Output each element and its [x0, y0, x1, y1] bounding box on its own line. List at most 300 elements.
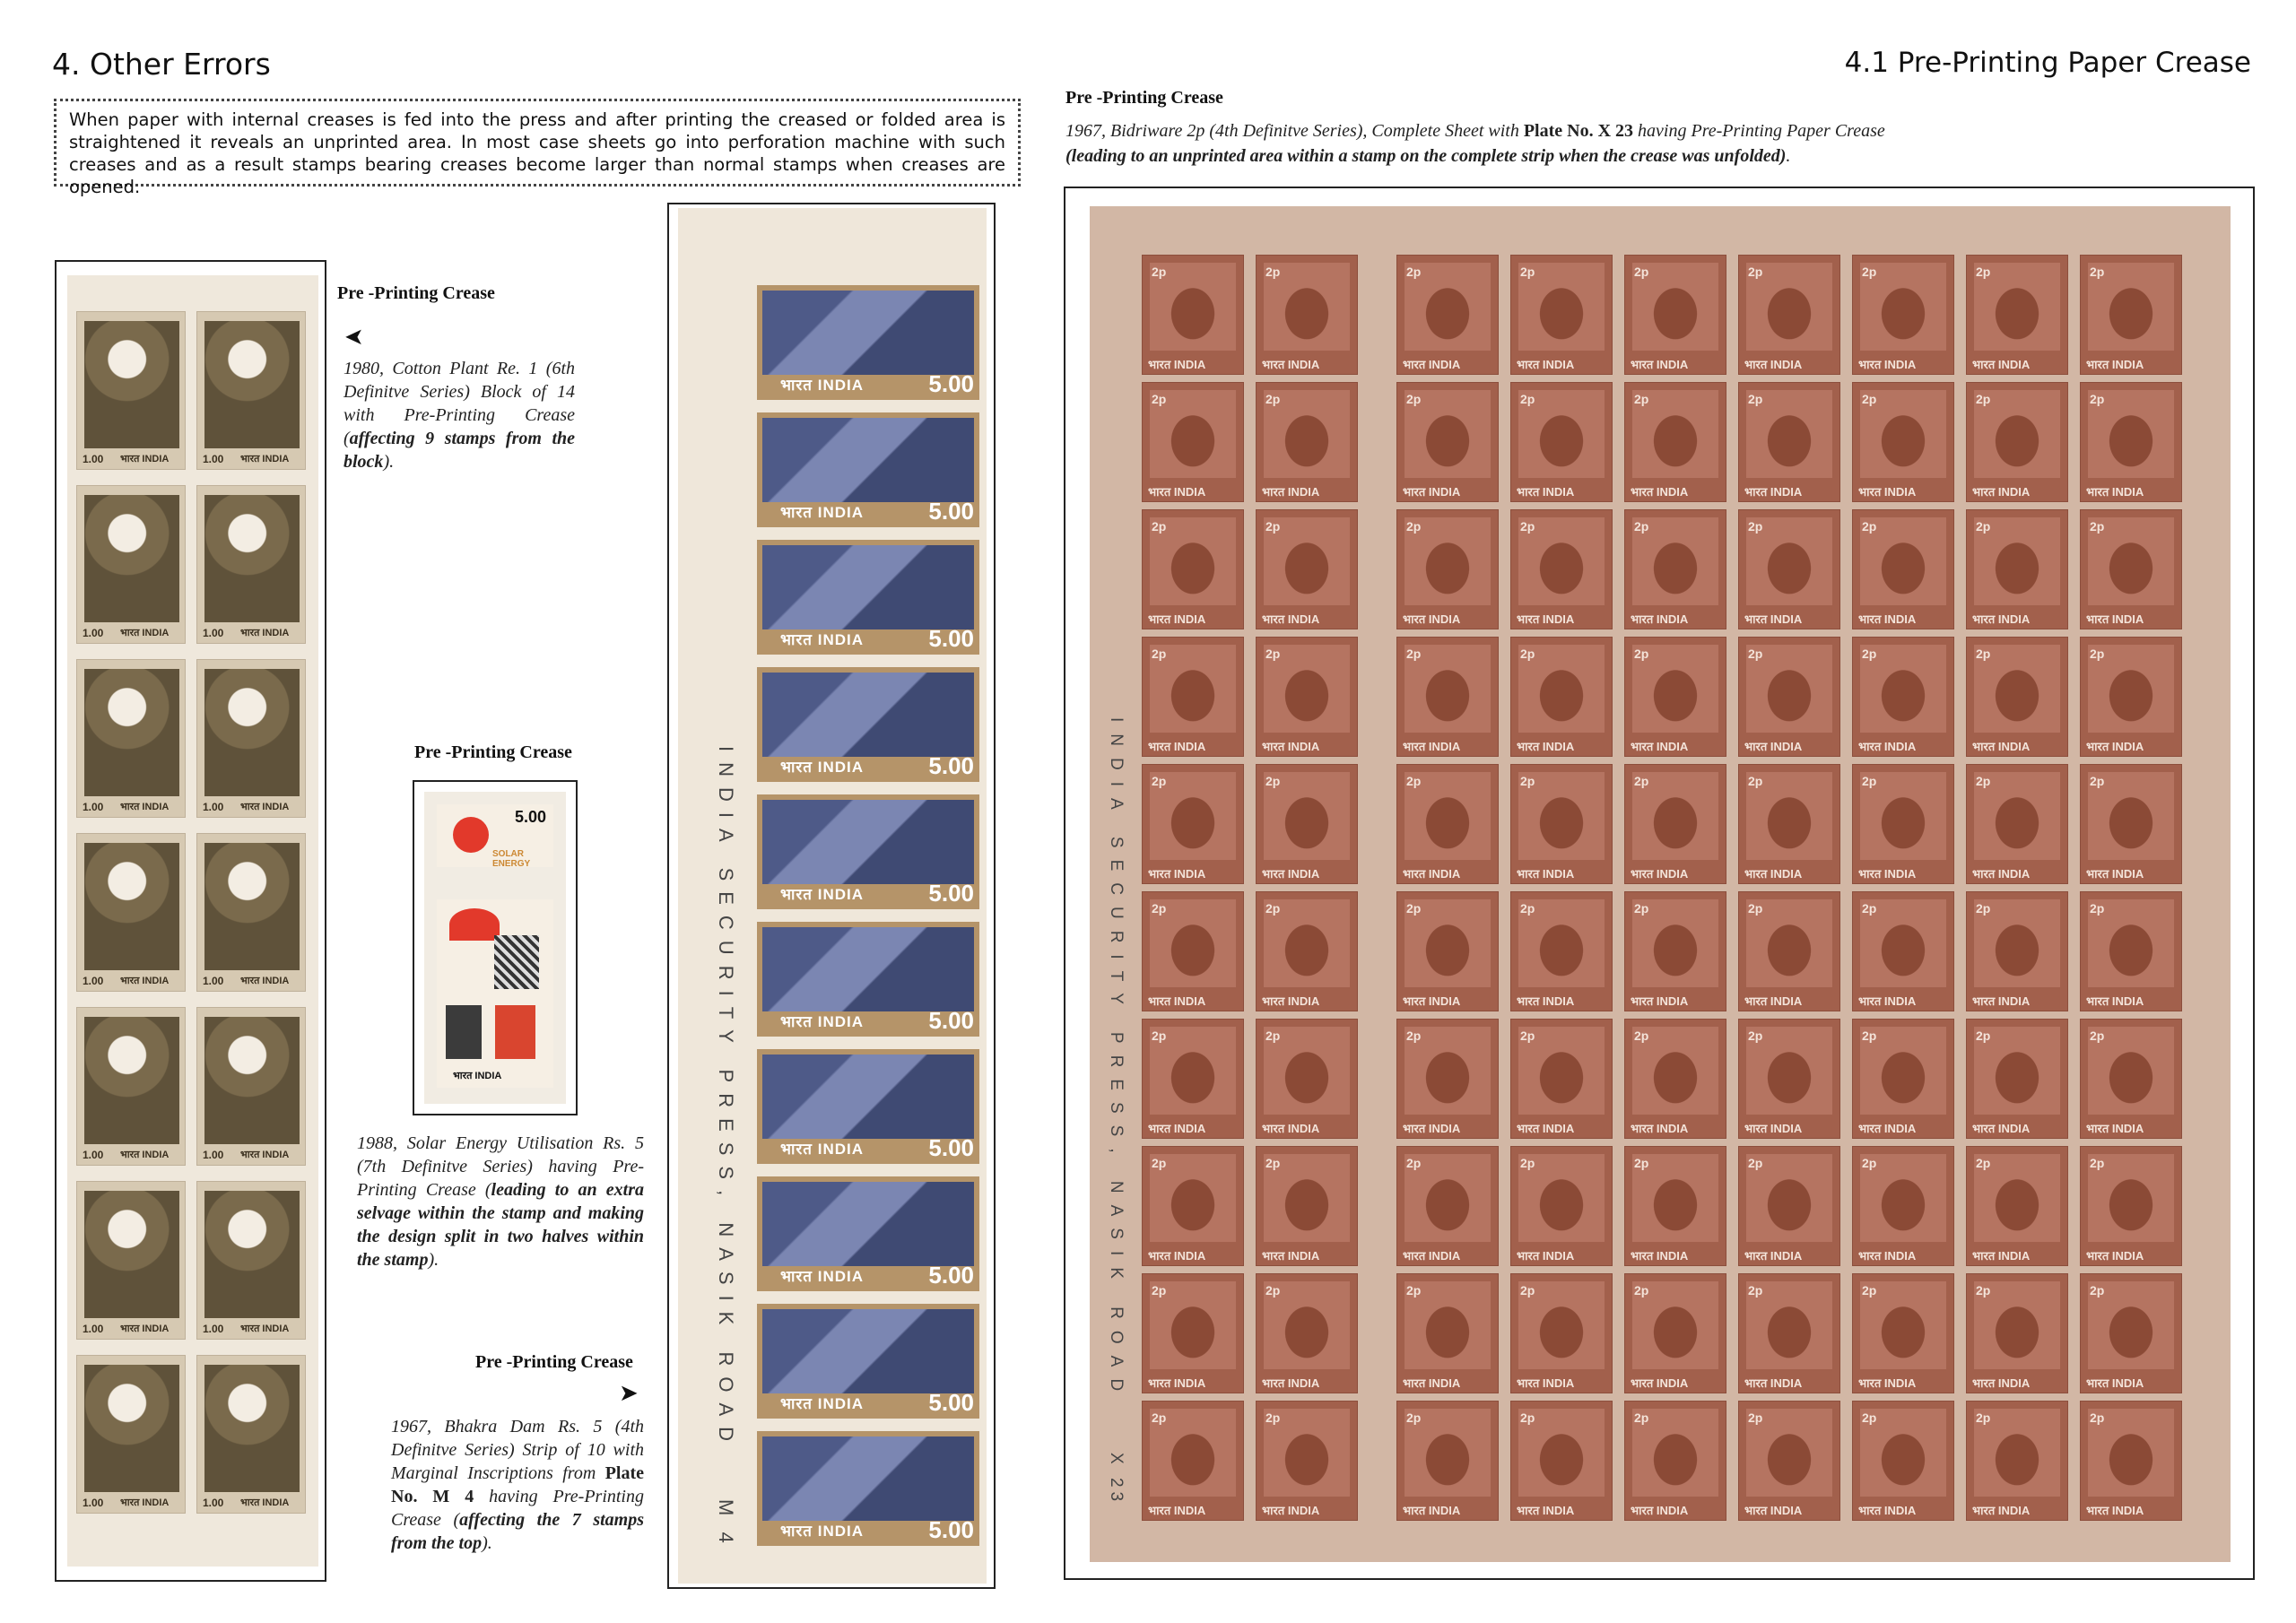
dam-icon	[762, 291, 974, 375]
bhakra-stamp	[757, 1431, 979, 1546]
stamp-country: भारत INDIA	[1148, 740, 1206, 753]
stamp-country: भारत INDIA	[1517, 358, 1575, 371]
bidri-sheet-frame	[1064, 187, 2255, 1580]
stamp-value: 5.00	[928, 1007, 974, 1034]
stamp-country: भारत INDIA	[1517, 1504, 1575, 1517]
stamp-country: भारत INDIA	[1148, 358, 1206, 371]
stamp-value: 2p	[1406, 1156, 1422, 1170]
bidri-stamp	[1624, 637, 1726, 757]
stamp-value: 2p	[2090, 1283, 2105, 1298]
stamp-value: 1.00	[83, 801, 104, 813]
bhakra-caption: 1967, Bhakra Dam Rs. 5 (4th Definitve Series) Strip of 10 with Marginal Inscriptions from Plate No. M 4 having Pre-Printing Crease (affecting the 7 stamps from the top).	[391, 1417, 645, 1553]
bidri-stamp	[1966, 1401, 2068, 1521]
stamp-value: 2p	[1976, 1410, 1991, 1425]
bhakra-stamp	[757, 667, 979, 782]
stamp-country: भारत INDIA	[1858, 1249, 1917, 1263]
cotton-stamp	[76, 659, 186, 818]
stamp-value: 2p	[1265, 392, 1281, 406]
cotton-stamp	[196, 311, 306, 470]
cotton-plant-icon	[84, 843, 179, 970]
stamp-value: 2p	[1265, 265, 1281, 279]
stamp-country: भारत INDIA	[2086, 1504, 2144, 1517]
stamp-value: 2p	[2090, 901, 2105, 916]
stamp-value: 1.00	[203, 1497, 224, 1509]
stamp-value: 2p	[1265, 1283, 1281, 1298]
stamp-country: भारत INDIA	[1262, 1376, 1320, 1390]
stamp-country: भारत INDIA	[120, 976, 170, 986]
stamp-value: 5.00	[928, 370, 974, 397]
stamp-country: भारत INDIA	[1744, 1504, 1803, 1517]
stamp-value: 2p	[1152, 1283, 1167, 1298]
stamp-value: 1.00	[83, 453, 104, 465]
stamp-value: 2p	[1634, 392, 1649, 406]
bidri-stamp	[1142, 1019, 1244, 1139]
stamp-value: 2p	[1152, 519, 1167, 534]
bidri-stamp	[2080, 764, 2182, 884]
stamp-country: भारत INDIA	[1148, 1376, 1206, 1390]
stamp-value: 2p	[1520, 647, 1535, 661]
stamp-country: भारत INDIA	[1262, 485, 1320, 499]
bidri-stamp	[1510, 255, 1613, 375]
stamp-country: भारत INDIA	[1262, 1249, 1320, 1263]
stamp-value: 5.00	[928, 1262, 974, 1289]
stamp-country: भारत INDIA	[1148, 867, 1206, 881]
stamp-value: 2p	[1152, 901, 1167, 916]
stamp-value: 2p	[1862, 519, 1877, 534]
stamp-value: 2p	[1976, 774, 1991, 788]
stamp-value: 2p	[1152, 265, 1167, 279]
stamp-country: भारत INDIA	[1403, 994, 1461, 1008]
bidri-stamp	[1142, 509, 1244, 629]
stamp-country: भारत INDIA	[1403, 1376, 1461, 1390]
stamp-value: 2p	[1520, 265, 1535, 279]
stamp-value: 2p	[1976, 519, 1991, 534]
cotton-plant-icon	[84, 1365, 179, 1492]
stamp-value: 2p	[1748, 519, 1763, 534]
stamp-country: भारत INDIA	[1262, 358, 1320, 371]
stamp-value: 1.00	[203, 1323, 224, 1335]
left-arrow-icon: ➤	[344, 323, 364, 350]
stamp-value: 2p	[1265, 1028, 1281, 1043]
bidri-stamp	[1142, 1146, 1244, 1266]
stamp-value: 2p	[1520, 901, 1535, 916]
stamp-value: 2p	[1265, 1410, 1281, 1425]
stamp-country: भारत INDIA	[1262, 1122, 1320, 1135]
bidri-stamp	[1510, 1401, 1613, 1521]
cotton-plant-icon	[204, 843, 300, 970]
stamp-country: भारत INDIA	[1858, 867, 1917, 881]
cotton-stamp	[76, 1007, 186, 1166]
bidri-stamp	[1256, 1146, 1358, 1266]
bidri-stamp	[1142, 255, 1244, 375]
bidri-stamp	[1396, 1146, 1499, 1266]
solar-stamp-top	[437, 804, 553, 867]
bidri-stamp	[1624, 1019, 1726, 1139]
stamp-country: भारत INDIA	[1744, 994, 1803, 1008]
stamp-value: 2p	[1406, 1410, 1422, 1425]
stamp-country: भारत INDIA	[1858, 485, 1917, 499]
cotton-stamp	[196, 485, 306, 644]
stamp-value: 2p	[1862, 901, 1877, 916]
stamp-country: भारत INDIA	[1972, 1376, 2031, 1390]
bhakra-margin-inscription: INDIA SECURITY PRESS, NASIK ROAD	[715, 746, 737, 1453]
stamp-value: 2p	[2090, 1028, 2105, 1043]
stamp-country: भारत INDIA	[1148, 1249, 1206, 1263]
stamp-value: 2p	[2090, 265, 2105, 279]
bidri-stamp	[1966, 1019, 2068, 1139]
stamp-value: 5.00	[928, 1516, 974, 1543]
bhakra-stamp	[757, 285, 979, 400]
stamp-country: भारत INDIA	[1517, 1249, 1575, 1263]
stamp-country: भारत INDIA	[1517, 485, 1575, 499]
bidri-stamp	[1624, 891, 1726, 1011]
stamp-country: भारत INDIA	[1744, 1122, 1803, 1135]
bidri-stamp	[1624, 382, 1726, 502]
bhakra-stamp	[757, 922, 979, 1037]
bidri-stamp	[1510, 764, 1613, 884]
bidri-stamp	[1738, 255, 1840, 375]
bidri-stamp	[1510, 1019, 1613, 1139]
stamp-country: भारत INDIA	[1517, 612, 1575, 626]
stamp-value: 2p	[1406, 519, 1422, 534]
stamp-value: 1.00	[83, 975, 104, 987]
bidri-stamp	[1852, 382, 1954, 502]
stamp-value: 5.00	[928, 498, 974, 525]
stamp-value: 2p	[1748, 774, 1763, 788]
stamp-country: भारत INDIA	[780, 1268, 864, 1285]
stamp-value: 2p	[1406, 647, 1422, 661]
cotton-stamp	[196, 1181, 306, 1340]
bidri-stamp	[2080, 382, 2182, 502]
stamp-value: 2p	[1152, 1156, 1167, 1170]
stamp-country: भारत INDIA	[2086, 612, 2144, 626]
stamp-country: भारत INDIA	[120, 1497, 170, 1508]
stamp-value: 1.00	[203, 801, 224, 813]
bidri-stamp	[1624, 255, 1726, 375]
stamp-country: भारत INDIA	[1403, 358, 1461, 371]
dam-icon	[762, 673, 974, 757]
bhakra-stamp	[757, 794, 979, 909]
stamp-value: 2p	[1976, 647, 1991, 661]
stamp-value: 2p	[1976, 392, 1991, 406]
stamp-country: भारत INDIA	[240, 1150, 290, 1160]
stamp-country: भारत INDIA	[120, 1324, 170, 1334]
stamp-value: 2p	[1152, 1028, 1167, 1043]
bidri-stamp	[1738, 1146, 1840, 1266]
bidri-plate-number: X 23	[1107, 1453, 1126, 1506]
bidri-stamp	[2080, 1273, 2182, 1393]
stamp-value: 2p	[1862, 265, 1877, 279]
bidri-stamp	[1966, 637, 2068, 757]
stamp-country: भारत INDIA	[240, 802, 290, 812]
stamp-value: 1.00	[83, 627, 104, 639]
stamp-country: भारत INDIA	[1972, 740, 2031, 753]
stamp-country: भारत INDIA	[1403, 867, 1461, 881]
stamp-country: भारत INDIA	[1858, 740, 1917, 753]
stamp-country: भारत INDIA	[1858, 612, 1917, 626]
stamp-value: 2p	[1976, 1028, 1991, 1043]
stamp-value: 2p	[1748, 647, 1763, 661]
bidri-stamp	[1256, 1401, 1358, 1521]
bidri-stamp	[1852, 255, 1954, 375]
bidri-stamp	[2080, 637, 2182, 757]
bidri-stamp	[1738, 891, 1840, 1011]
stamp-country: भारत INDIA	[1148, 612, 1206, 626]
stamp-value: 2p	[1520, 774, 1535, 788]
bhakra-stamp	[757, 1176, 979, 1291]
stamp-country: भारत INDIA	[1631, 485, 1689, 499]
stamp-value: 2p	[1520, 1028, 1535, 1043]
stamp-value: 1.00	[83, 1149, 104, 1161]
bidri-stamp	[1142, 1273, 1244, 1393]
bidri-stamp	[2080, 509, 2182, 629]
bidri-stamp	[1510, 1146, 1613, 1266]
stamp-country: भारत INDIA	[780, 1395, 864, 1412]
stamp-country: भारत INDIA	[1972, 1122, 2031, 1135]
solar-panel-icon	[494, 935, 539, 989]
stamp-country: भारत INDIA	[120, 1150, 170, 1160]
stamp-value: 2p	[1406, 1028, 1422, 1043]
stamp-country: भारत INDIA	[1631, 1249, 1689, 1263]
cotton-stamp	[76, 311, 186, 470]
bidri-heading: Pre -Printing Crease	[1065, 88, 1223, 108]
stamp-value: 5.00	[928, 880, 974, 907]
bhakra-stamp	[757, 412, 979, 527]
bidri-stamp	[2080, 1019, 2182, 1139]
bidri-stamp	[1966, 382, 2068, 502]
stamp-value: 2p	[1862, 1283, 1877, 1298]
stamp-country: भारत INDIA	[2086, 1122, 2144, 1135]
stamp-country: भारत INDIA	[1858, 1376, 1917, 1390]
stamp-country: भारत INDIA	[780, 886, 864, 903]
stamp-country: भारत INDIA	[1972, 1249, 2031, 1263]
bidri-stamp	[2080, 1401, 2182, 1521]
stamp-country: भारत INDIA	[1972, 1504, 2031, 1517]
cotton-plant-icon	[84, 669, 179, 796]
stamp-value: 2p	[1634, 774, 1649, 788]
stamp-country: भारत INDIA	[2086, 1249, 2144, 1263]
stamp-value: 1.00	[203, 975, 224, 987]
bidri-stamp	[1142, 891, 1244, 1011]
stamp-value: 2p	[1265, 774, 1281, 788]
stamp-country: भारत INDIA	[1403, 1249, 1461, 1263]
stamp-value: 2p	[1152, 647, 1167, 661]
cotton-stamp	[196, 1355, 306, 1514]
stamp-value: 2p	[1862, 774, 1877, 788]
stamp-country: भारत INDIA	[1262, 867, 1320, 881]
sun-icon	[453, 817, 489, 853]
stamp-value: 2p	[2090, 392, 2105, 406]
cotton-block-frame	[55, 260, 326, 1582]
bidri-stamp	[1624, 1146, 1726, 1266]
cotton-plant-icon	[84, 1017, 179, 1144]
bidri-stamp	[1142, 382, 1244, 502]
stamp-value: 2p	[1152, 774, 1167, 788]
cotton-stamp	[76, 1181, 186, 1340]
stamp-country: भारत INDIA	[1858, 1122, 1917, 1135]
solar-heading: Pre -Printing Crease	[414, 742, 572, 762]
bidri-stamp	[1966, 1146, 2068, 1266]
bidri-margin-inscription: INDIA SECURITY PRESS, NASIK ROAD	[1107, 717, 1126, 1403]
stamp-value: 1.00	[203, 627, 224, 639]
stamp-country: भारत INDIA	[1148, 485, 1206, 499]
bidri-stamp	[1256, 891, 1358, 1011]
stamp-country: भारत INDIA	[2086, 867, 2144, 881]
cotton-block	[67, 275, 318, 1567]
stamp-value: 2p	[1634, 1028, 1649, 1043]
stamp-country: भारत INDIA	[780, 1013, 864, 1030]
cotton-plant-icon	[204, 495, 300, 622]
stamp-country: भारत INDIA	[1403, 612, 1461, 626]
solar-stamp-bottom	[437, 899, 553, 1088]
bidri-stamp	[1396, 637, 1499, 757]
cotton-stamp	[76, 1355, 186, 1514]
stamp-country: भारत INDIA	[1262, 612, 1320, 626]
stamp-country: भारत INDIA	[2086, 994, 2144, 1008]
bidri-stamp	[2080, 891, 2182, 1011]
stamp-country: भारत INDIA	[1631, 1504, 1689, 1517]
stamp-value: 1.00	[83, 1497, 104, 1509]
bidri-sheet	[1090, 206, 2231, 1562]
stamp-value: 2p	[1862, 647, 1877, 661]
bidri-stamp	[1142, 764, 1244, 884]
bidri-stamp	[1624, 1273, 1726, 1393]
stamp-country: भारत INDIA	[1972, 358, 2031, 371]
stamp-value: 5.00	[928, 1389, 974, 1416]
stamp-country: भारत INDIA	[120, 802, 170, 812]
cotton-plant-icon	[84, 321, 179, 448]
stamp-value: 2p	[1152, 1410, 1167, 1425]
cotton-caption: 1980, Cotton Plant Re. 1 (6th Definitve Series) Block of 14 with Pre-Printing Crease (affecting 9 stamps from the block).	[344, 359, 575, 472]
bhakra-strip-frame	[667, 203, 996, 1589]
stamp-country: भारत INDIA	[120, 628, 170, 638]
stamp-country: भारत INDIA	[1148, 994, 1206, 1008]
bidri-stamp	[1142, 637, 1244, 757]
bidri-stamp	[1852, 1401, 1954, 1521]
stamp-value: 2p	[1520, 1410, 1535, 1425]
cotton-stamp	[196, 659, 306, 818]
stamp-country: भारत INDIA	[240, 1324, 290, 1334]
bhakra-stamp	[757, 1049, 979, 1164]
stamp-value: 2p	[1634, 901, 1649, 916]
stamp-country: भारत INDIA	[780, 1141, 864, 1158]
stamp-country: भारत INDIA	[1517, 740, 1575, 753]
stamp-country: भारत INDIA	[1631, 1376, 1689, 1390]
stamp-value: 2p	[1748, 1283, 1763, 1298]
intro-text: When paper with internal creases is fed into the press and after printing the creased or folded area is straightened it reveals an unprinted area. In most case sheets go into perforation machine with such creases and as a result stamps bearing creases become larger than normal stamps when creases are opened.	[54, 99, 1021, 187]
bidri-stamp	[1256, 764, 1358, 884]
stamp-country: भारत INDIA	[1631, 612, 1689, 626]
stamp-value: 2p	[1520, 519, 1535, 534]
bidri-stamp	[1966, 1273, 2068, 1393]
bidri-stamp	[1624, 509, 1726, 629]
stamp-country: भारत INDIA	[1744, 485, 1803, 499]
stamp-value: 2p	[1976, 1283, 1991, 1298]
bidri-stamp	[1738, 637, 1840, 757]
stamp-value: 2p	[1862, 392, 1877, 406]
stamp-country: भारत INDIA	[1631, 1122, 1689, 1135]
bhakra-stamp	[757, 1304, 979, 1419]
stamp-country: भारत INDIA	[1403, 1122, 1461, 1135]
stamp-country: भारत INDIA	[1262, 994, 1320, 1008]
stamp-country: भारत INDIA	[1148, 1122, 1206, 1135]
stamp-country: भारत INDIA	[1744, 612, 1803, 626]
building-icon	[446, 1005, 535, 1059]
right-arrow-icon: ➤	[619, 1379, 639, 1406]
bidri-stamp	[1966, 891, 2068, 1011]
stamp-country: भारत INDIA	[240, 976, 290, 986]
bidri-stamp	[1852, 637, 1954, 757]
stamp-country: भारत INDIA	[1972, 485, 2031, 499]
cotton-plant-icon	[204, 1017, 300, 1144]
stamp-value: 1.00	[83, 1323, 104, 1335]
dam-icon	[762, 545, 974, 629]
stamp-country: भारत INDIA	[1972, 867, 2031, 881]
stamp-country: भारत INDIA	[240, 454, 290, 464]
stamp-value: 2p	[1748, 265, 1763, 279]
solar-caption: 1988, Solar Energy Utilisation Rs. 5 (7th Definitve Series) having Pre-Printing Crease (leading to an extra selvage within the stamp and making the design split in two halves within the stamp).	[357, 1133, 644, 1270]
stamp-country: भारत INDIA	[1744, 867, 1803, 881]
stamp-value: 2p	[1406, 1283, 1422, 1298]
stamp-country: भारत INDIA	[1744, 358, 1803, 371]
cotton-plant-icon	[84, 495, 179, 622]
stamp-value: 2p	[1862, 1028, 1877, 1043]
cotton-plant-icon	[204, 1365, 300, 1492]
bidri-stamp	[1738, 1019, 1840, 1139]
bidri-stamp	[1738, 382, 1840, 502]
stamp-country: भारत INDIA	[1403, 485, 1461, 499]
section-title: 4.1 Pre-Printing Paper Crease	[1844, 47, 2251, 79]
stamp-value: 2p	[1976, 265, 1991, 279]
cotton-stamp	[196, 833, 306, 992]
dam-icon	[762, 1436, 974, 1521]
stamp-country: भारत INDIA	[1631, 740, 1689, 753]
bidri-stamp	[1510, 891, 1613, 1011]
stamp-value: 1.00	[203, 453, 224, 465]
bidri-stamp	[1510, 1273, 1613, 1393]
dam-icon	[762, 1309, 974, 1393]
stamp-country: भारत INDIA	[1631, 867, 1689, 881]
bidri-stamp	[1256, 637, 1358, 757]
bhakra-plate-number: M 4	[715, 1499, 737, 1549]
bidri-stamp	[1396, 1401, 1499, 1521]
stamp-country: भारत INDIA	[1403, 1504, 1461, 1517]
bidri-stamp	[2080, 255, 2182, 375]
cotton-stamp	[76, 485, 186, 644]
bidri-stamp	[1396, 382, 1499, 502]
stamp-value: 2p	[1265, 647, 1281, 661]
stamp-value: 2p	[1406, 392, 1422, 406]
stamp-country: भारत INDIA	[780, 1523, 864, 1540]
stamp-value: 2p	[1265, 1156, 1281, 1170]
stamp-value: 1.00	[203, 1149, 224, 1161]
stamp-value: 2p	[1748, 1028, 1763, 1043]
stamp-value: 2p	[2090, 774, 2105, 788]
stamp-country: भारत INDIA	[1517, 1376, 1575, 1390]
stamp-value: 2p	[1634, 1156, 1649, 1170]
solar-value: 5.00	[514, 808, 546, 826]
stamp-value: 2p	[1976, 901, 1991, 916]
stamp-country: भारत INDIA	[780, 504, 864, 521]
stamp-country: भारत INDIA	[1972, 994, 2031, 1008]
cotton-plant-icon	[204, 321, 300, 448]
dam-icon	[762, 800, 974, 884]
cotton-stamp	[196, 1007, 306, 1166]
stamp-country: भारत INDIA	[1858, 1504, 1917, 1517]
solar-label: SOLAR ENERGY	[492, 849, 531, 869]
stamp-country: भारत INDIA	[1517, 867, 1575, 881]
solar-stamp	[424, 792, 566, 1104]
